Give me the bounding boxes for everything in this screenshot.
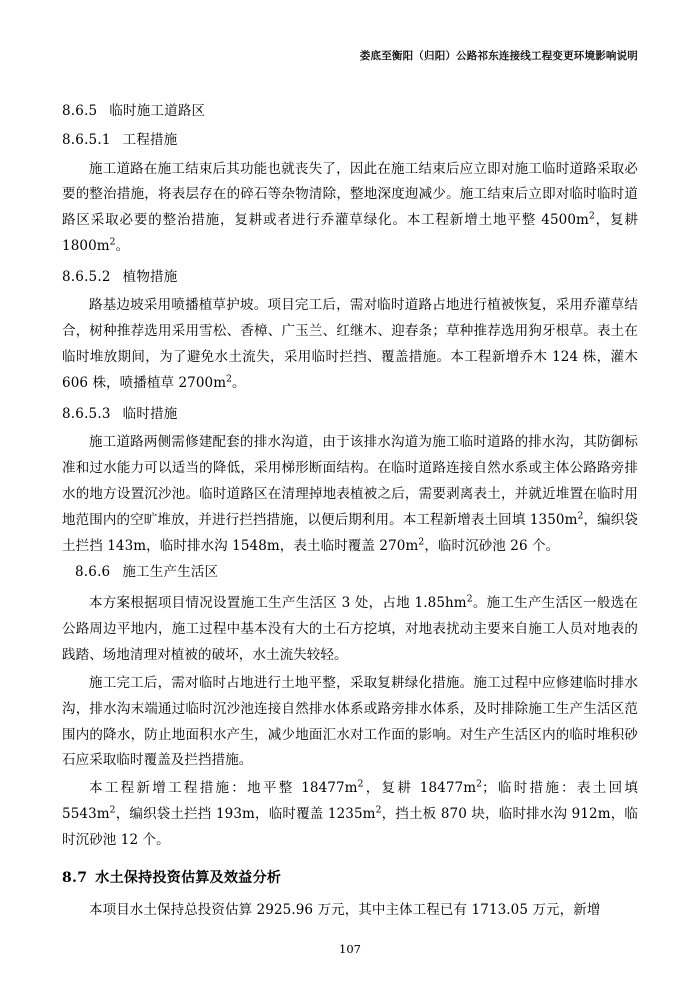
- heading-8-6-5-1: [62, 130, 638, 150]
- heading-8-6-5: [62, 101, 638, 121]
- heading-number: 8.6.6: [75, 563, 111, 580]
- heading-8-6-6: [62, 562, 638, 582]
- paragraph: 路基边坡采用喷播植草护坡。项目完工后，需对临时道路占地进行植被恢复，采用乔灌草结合，树种推荐选用采用雪松、香樟、广玉兰、红继木、迎春条；草种推荐选用狗牙根草。表土在临时堆放期间，为了避免水土流失，采用临时拦挡、覆盖措施。本工程新增乔木 124 株，灌木 606 株，喷播植草 $2700m^2$。: [62, 297, 638, 392]
- heading-number: 8.6.5.3: [62, 406, 111, 422]
- heading-8-6-5-3: [62, 404, 638, 424]
- paragraph: 施工道路在施工结束后其功能也就丧失了，因此在施工结束后应立即对施工临时道路采取必要的整治措施，将表层存在的碎石等杂物清除，整地深度迿减少。施工结束后立即对临时临时道路区采取必要的整治措施，复耕或者进行乔灌草绿化。本工程新增土地平整 $4500m^2$，复耕 $1800m^2$。: [62, 160, 638, 255]
- heading-number: 8.6.5.1: [62, 132, 111, 149]
- heading-number: 8.6.5.2: [62, 269, 111, 286]
- heading-title: 工程措施: [122, 132, 178, 149]
- heading-8-7: [62, 868, 638, 889]
- paragraph: 本项目水土保持总投资估算 2925.96 万元，其中主体工程已有 1713.05 万元，新增: [89, 902, 601, 919]
- page-number: 107: [339, 942, 361, 956]
- heading-title: 临时措施: [122, 406, 178, 422]
- heading-number: 8.6.5: [62, 103, 98, 119]
- heading-title: 施工生产生活区: [122, 563, 219, 580]
- paragraph: 本工程新增工程措施：地平整 $18477m^2$，复耕 $18477m^2$；临时措施：表土回填 $5543m^2$，编织袋土拦挡 193m，临时覆盖 $1235m^2$，挡土板 870 块，临时排水沟 912m，临时沉砂池 12 个。: [62, 778, 639, 849]
- heading-title: 水土保持投资估算及效益分析: [95, 870, 282, 887]
- paragraph: 本方案根据项目情况设置施工生产生活区 3 处，占地 $1.85hm^2$。施工生产生活区一般选在公路周边平地内，施工过程中基本没有大的土石方挖填，对地表扰动主要来自施工人员对地表的践踏、场地清理对植被的破坏，水土流失较轻。: [62, 593, 639, 663]
- paragraph: 施工道路两侧需修建配套的排水沟道，由于该排水沟道为施工临时道路的排水沟，其防御标准和过水能力可以适当的降低，采用梯形断面结构。在临时道路连接自然水系或主体公路路旁排水的地方设置沉沙池。临时道路区在清理掉地表植被之后，需要剥离表土，并就近堆置在临时用地范围内的空旷堆放，并进行拦挡措施，以便后期利用。本工程新增表土回填 $1350m^2$，编织袋土拦挡 143m，临时排水沟 1548m，表土临时覆盖 $270m^2$，临时沉砂池 26 个。: [62, 434, 638, 554]
- heading-8-6-5-2: [62, 267, 638, 287]
- heading-title: 临时施工道路区: [109, 103, 206, 119]
- running-header: 娄底至衡阳（归阳）公路祁东连接线工程变更环境影响说明: [359, 50, 638, 62]
- heading-number: 8.7: [62, 870, 88, 887]
- paragraph: 施工完工后，需对临时占地进行土地平整，采取复耕绿化措施。施工过程中应修建临时排水沟，排水沟末端通过临时沉沙池连接自然排水体系或路旁排水体系，及时排除施工生产生活区范围内的降水，防止地面积水产生，减少地面汇水对工作面的影响。对生产生活区内的临时堆积砂石应采取临时覆盖及拦挡措施。: [62, 674, 638, 769]
- heading-title: 植物措施: [122, 269, 178, 286]
